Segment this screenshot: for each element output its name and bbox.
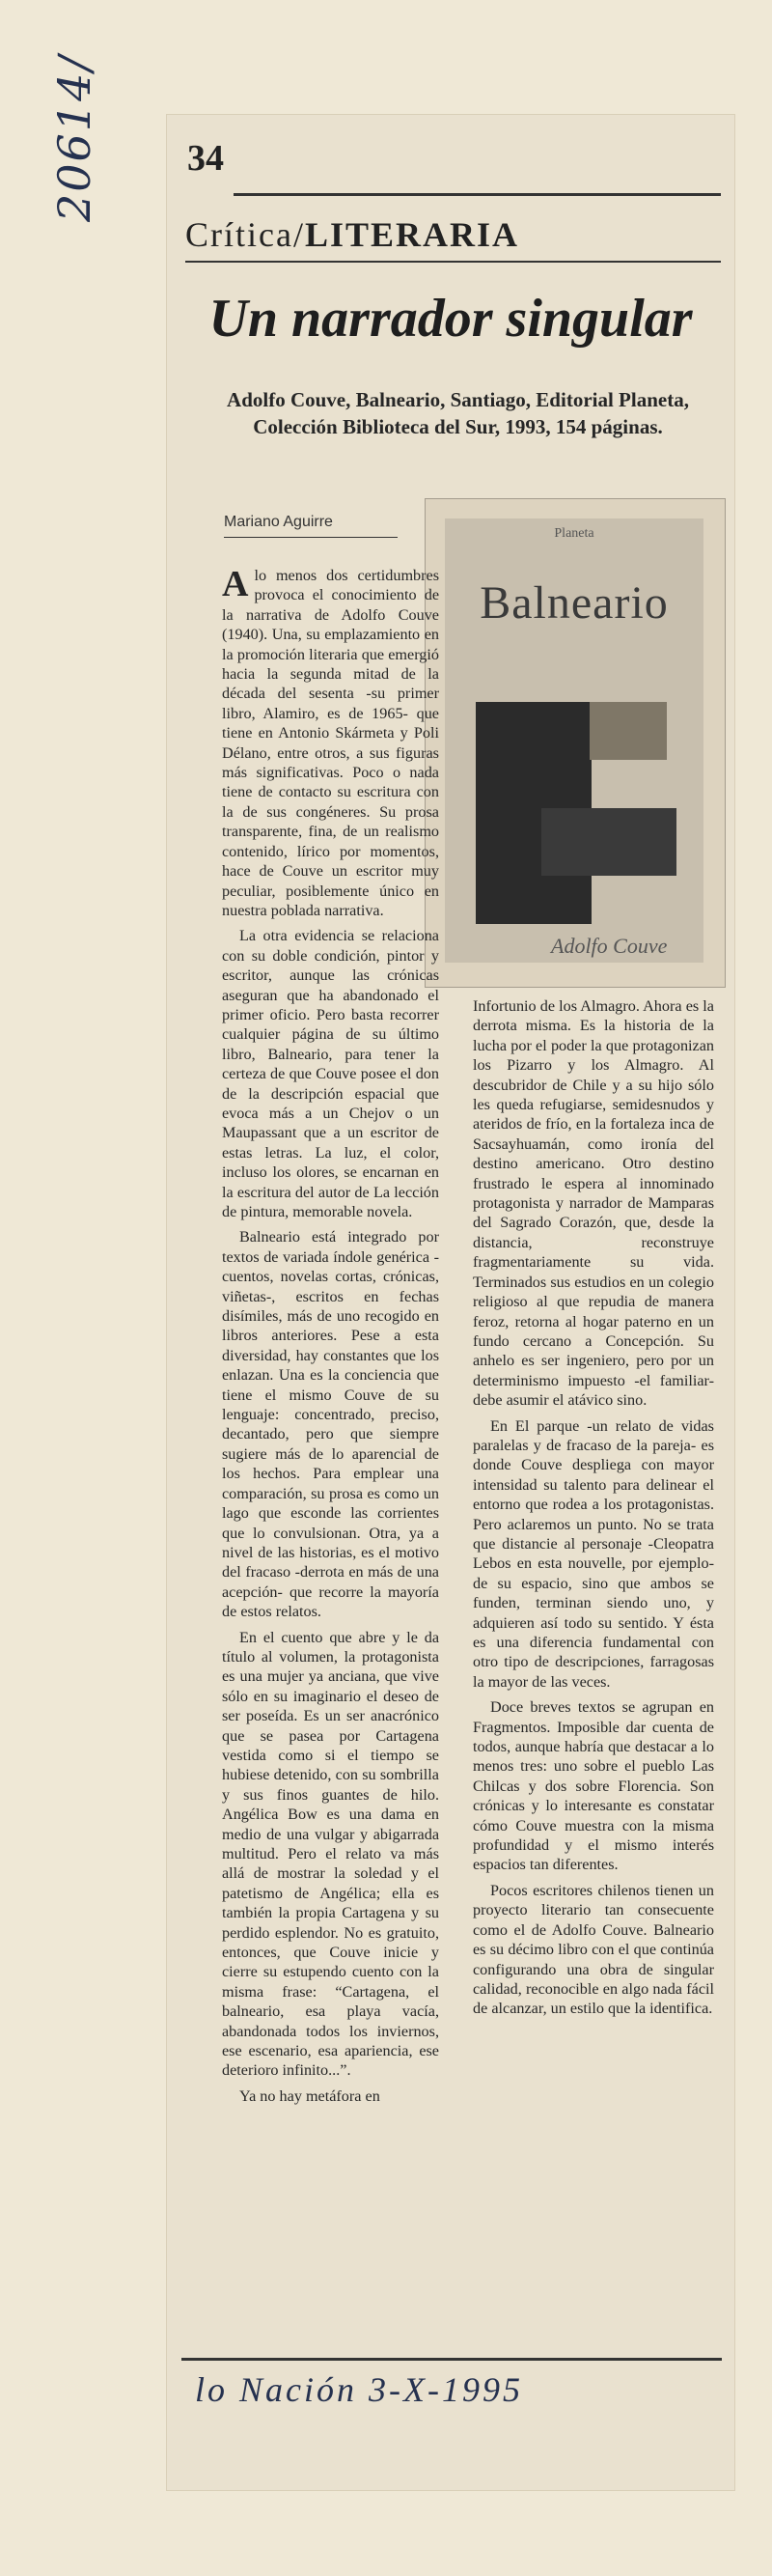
header-rule [185,261,721,263]
page-number: 34 [187,138,224,179]
newspaper-clipping [166,114,735,2491]
article-column-right [473,996,714,2194]
book-cover-photo [425,498,726,988]
headline: Un narrador singular [208,289,693,349]
cover-title: Balneario [480,577,669,629]
book-reference: Adolfo Couve, Balneario, Santiago, Editorial Planeta, Colección Biblioteca del Sur, 1993, 154 páginas. [227,388,689,438]
cover-shape [541,808,676,876]
dropcap: A [222,564,249,604]
cover-signature: Adolfo Couve [551,934,668,958]
article-paragraph: Alo menos dos certidumbres provoca el conocimiento de la narrativa de Adolfo Couve (1940). Una, su emplazamiento en la promoción literaria que emergió hacia la segunda mitad de la década del sesenta -su primer libro, Alamiro, es de 1965- que tiene en Antonio Skármeta y Poli Délano, entre otros, a sus figuras más significativas. Poco o nada tiene de contacto su escritura con la de sus congéneres. Su prosa transparente, fina, de un realismo contenido, lírico por momentos, hace de Couve un escritor muy peculiar, posiblemente único en nuestra poblada narrativa. [222,564,439,919]
article-paragraph: Doce breves textos se agrupan en Fragmentos. Imposible dar cuenta de todos, aunque habría que destacar a lo menos tres: uno sobre el pueblo Las Chilcas y dos sobre Florencia. Son crónicas y lo interesante es constatar cómo Couve muestra con la misma profundidad y el mismo interés espacios tan diferentes. [473,1698,714,1874]
article-paragraph: Balneario está integrado por textos de variada índole genérica -cuentos, novelas cortas, crónicas, viñetas-, escritos en fechas disímiles, más de uno recogido en libros anteriores. Pese a esta diversidad, hay constantes que los enlazan. Una es la conciencia que tiene el mismo Couve de su lenguaje: concentrado, preciso, decantado, pero que siempre sugiere más de lo aparencial de los hechos. Para emplear una comparación, su prosa es como un lago que esconde las corrientes que lo convulsionan. Otra, ya a nivel de las historias, es el motivo del fracaso -derrota en más de una acepción- que recorre la mayoría de estos relatos. [222,1228,439,1621]
book-cover [445,518,703,963]
article-paragraph: En El parque -un relato de vidas paralelas y de fracaso de la pareja- es donde Couve despliega con mayor intensidad su talento para delinear el entorno que rodea a los protagonistas. Pero aclaremos un punto. No se trata que distancie al personaje -Cleopatra Lebos en esta nouvelle, por ejemplo- de su espacio, sino que ambos se funden, terminan siendo uno, y adquieren así todo su sentido. Y ésta es una diferencia fundamental con otro tipo de descripciones, farragosas la mayor de las veces. [473,1416,714,1691]
article-paragraph: En el cuento que abre y le da título al volumen, la protagonista es una mujer ya anciana, que vive sólo en su imaginario el deseo de ser poseída. Es un ser anacrónico que se pasea por Cartagena vestida como si el tiempo se hubiese detenido, con su sombrilla y sus finos guantes de hilo. Angélica Bow es una dama en medio de una vulgar y abigarrada multitud. Pero el relato va más allá de mostrar la soledad y el patetismo de Angélica; ella es también la propia Cartagena y su perdido esplendor. No es gratuito, entonces, que Couve inicie y cierre su estupendo cuento con la misma frase: “Cartagena, el balneario, esa playa vacía, abandonada todos los inviernos, ese escenario, esa apariencia, ese deterioro infinito...”. [222,1628,439,2080]
handwritten-source-note: lo Nación 3-X-1995 [195,2370,523,2409]
cover-shape [590,702,667,760]
article-paragraph: La otra evidencia se relaciona con su doble condición, pintor y escritor, aunque las crónicas aseguran que ha abandonado el primer oficio. Pero basta recorrer cualquier página de su último libro, Balneario, para tener la certeza de que Couve posee el don de la descripción espacial que evoca más a un Chejov o un Maupassant que a un escritor de estas letras. La luz, el color, incluso los olores, se encarnan en la escritura del autor de La lección de pintura, memorable novela. [222,927,439,1220]
archive-code: 20614/ [48,54,100,222]
section-prefix: Crítica/ [185,215,305,254]
top-rule [234,193,721,196]
byline-rule [224,537,398,538]
article-column-left [222,566,439,2188]
byline: Mariano Aguirre [224,514,333,530]
article-paragraph: Infortunio de los Almagro. Ahora es la derrota misma. Es la historia de la lucha por el poder la que protagonizan los Pizarro y los Almagro. Al descubridor de Chile y a su hijo sólo les queda refugiarse, semidesnudos y ateridos de frío, en la fortaleza inca de Sacsayhuamán, como ironía del destino americano. Otro destino frustrado le espera al innominado protagonista y narrador de Mamparas del Sagrado Corazón, que, desde la distancia, reconstruye fragmentariamente su vida. Terminados sus estudios en un colegio religioso al que repudia de manera feroz, retorna al hogar paterno en un fundo cercano a Concepción. Su anhelo es ser ingeniero, pero por un determinismo impuesto -el familiar- debe asumir el atávico sino. [473,997,714,1410]
article-paragraph: Ya no hay metáfora en [239,2086,380,2105]
article-paragraph: Pocos escritores chilenos tienen un proyecto literario tan consecuente como el de Adolfo Couve. Balneario es su décimo libro con el que continúa configurando una obra de singular calidad, reconocible en algo nada fácil de alcanzar, un estilo que la identifica. [473,1881,714,2018]
cover-publisher: Planeta [554,526,594,541]
section-name: LITERARIA [304,215,520,254]
section-header [185,214,519,255]
footer-rule [181,2358,722,2361]
